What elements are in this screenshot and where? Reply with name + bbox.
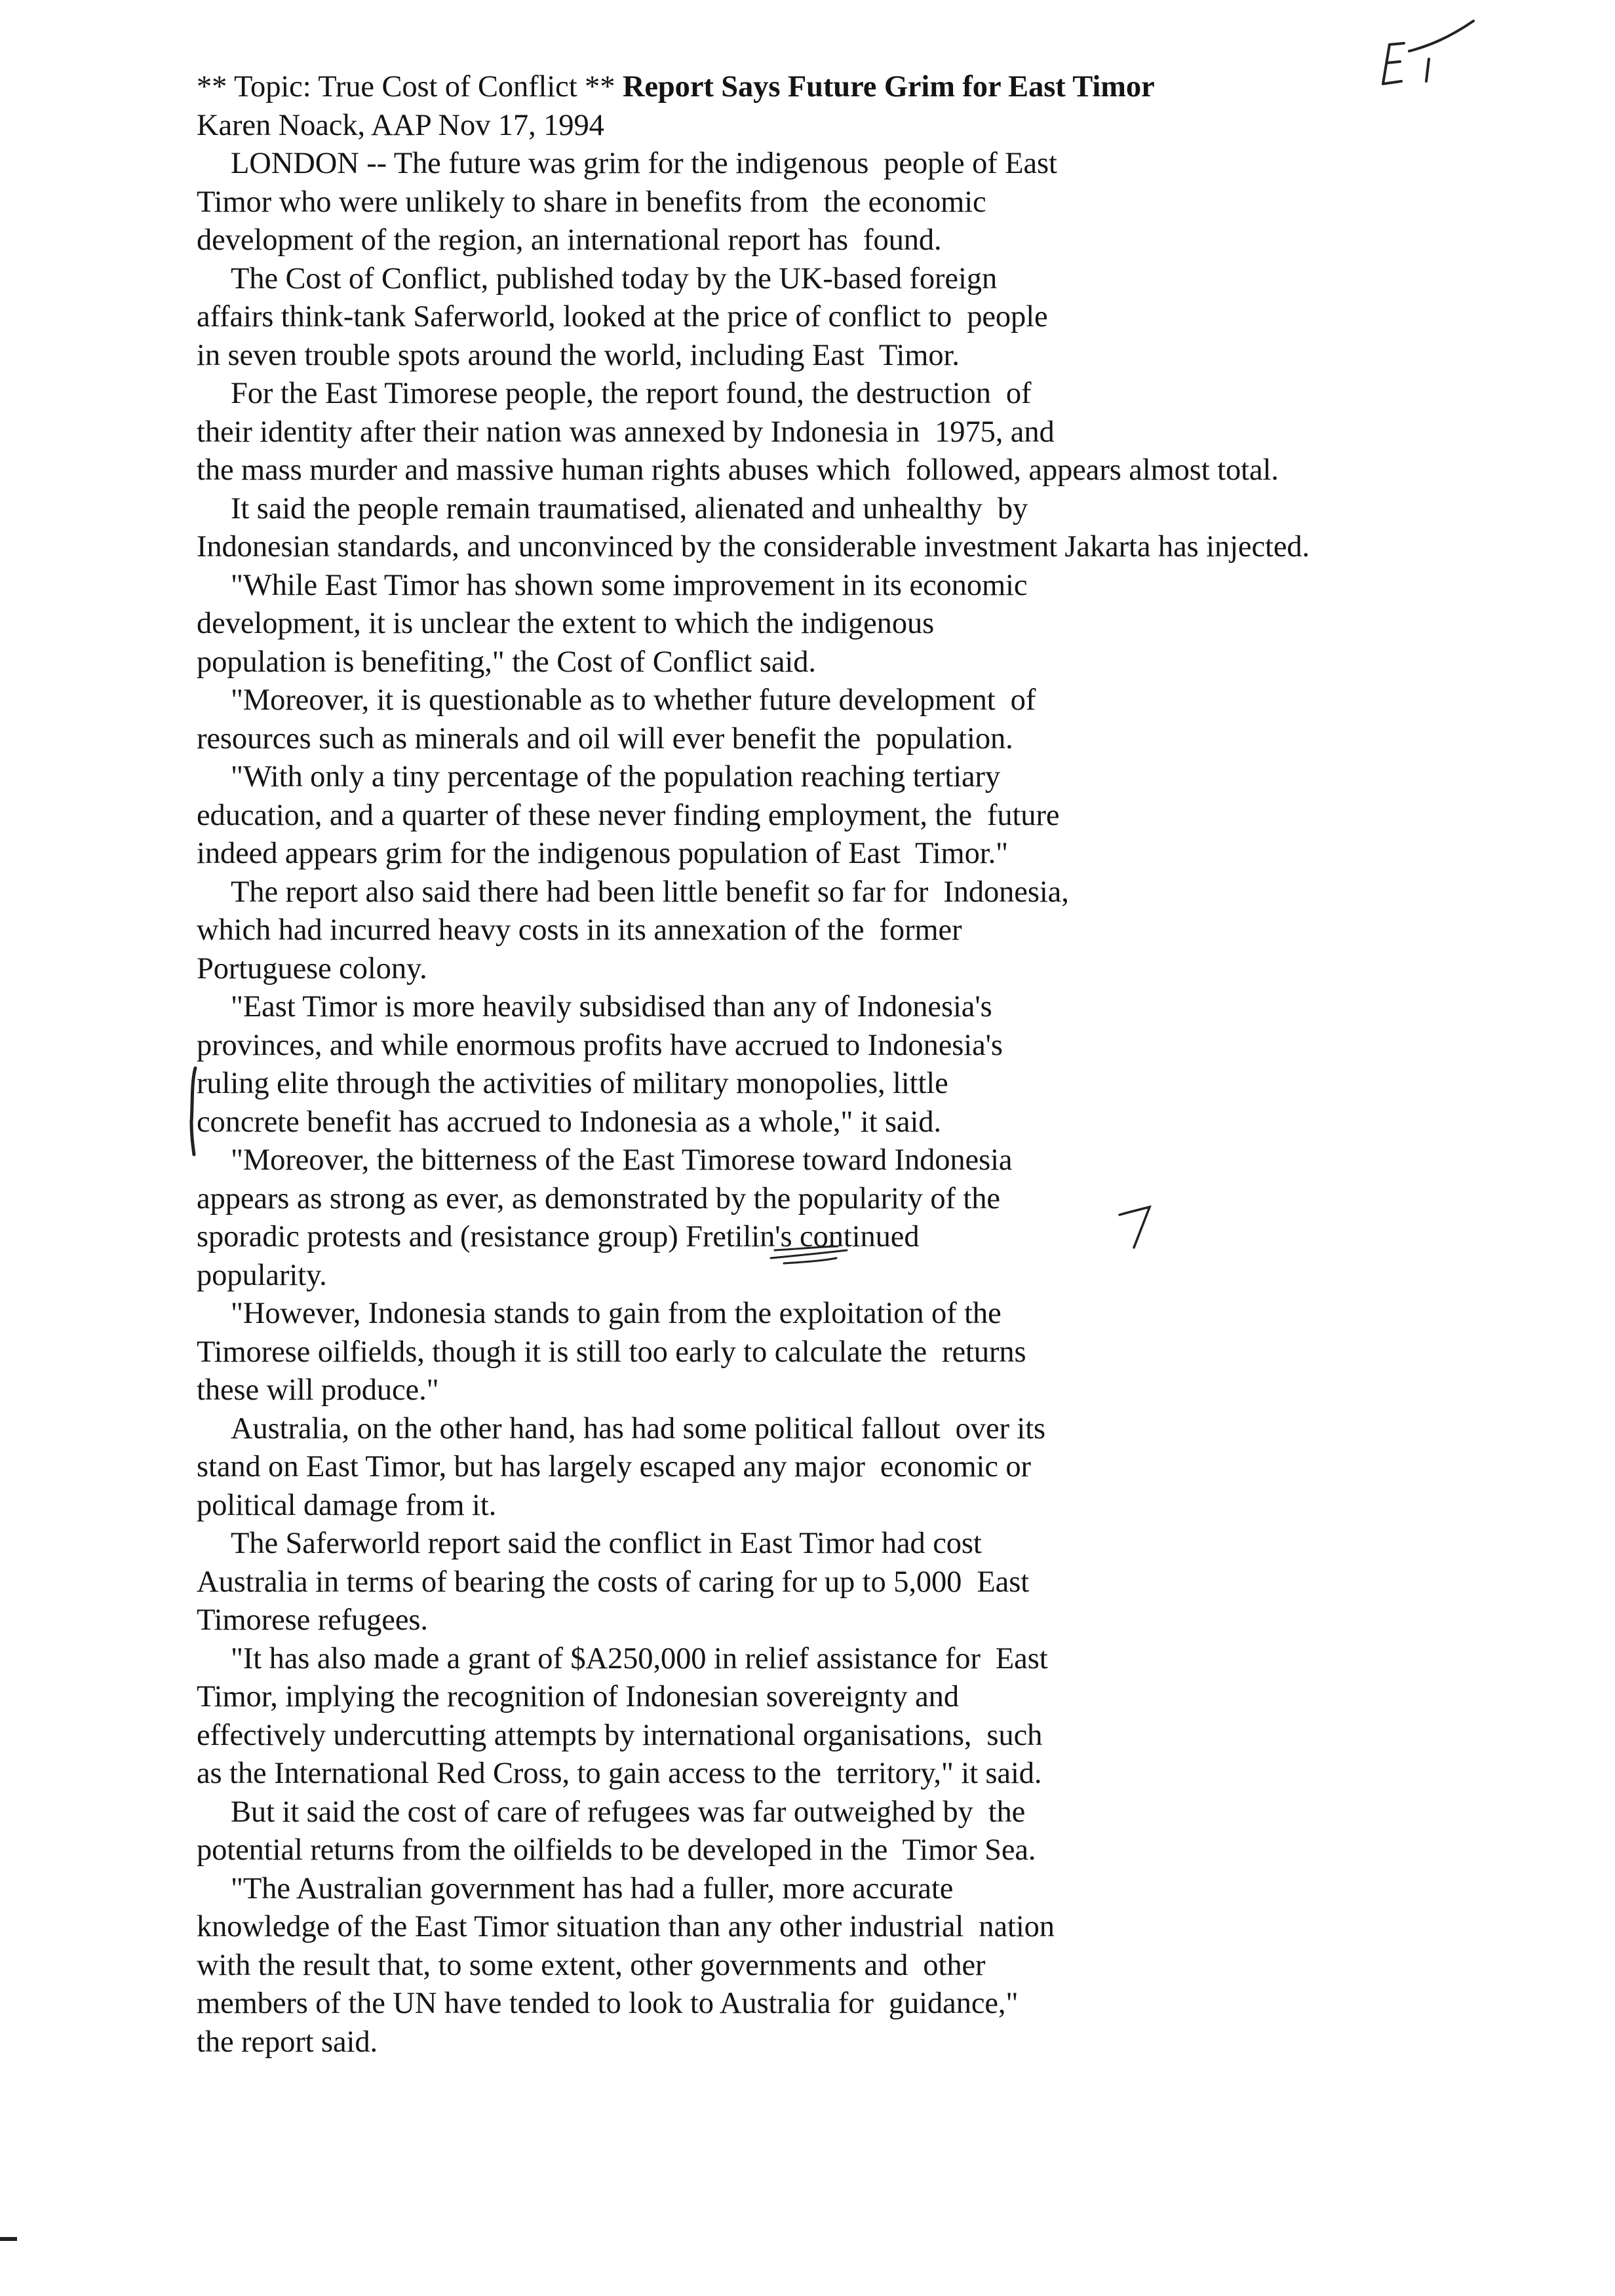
article-line: with the result that, to some extent, other governments and other [197, 1948, 986, 1982]
article-line: these will produce." [197, 1373, 439, 1407]
article-line: Portuguese colony. [197, 951, 427, 985]
article-line: their identity after their nation was annexed by Indonesia in 1975, and [197, 415, 1055, 449]
article-line: "Moreover, the bitterness of the East Timorese toward Indonesia [231, 1143, 1013, 1177]
article-line: education, and a quarter of these never finding employment, the future [197, 798, 1060, 832]
article-line: Timorese oilfields, though it is still too early to calculate the returns [197, 1335, 1026, 1369]
article-line: affairs think-tank Saferworld, looked at the price of conflict to people [197, 300, 1048, 334]
article-line: the mass murder and massive human rights abuses which followed, appears almost total. [197, 453, 1279, 487]
article-line: provinces, and while enormous profits have accrued to Indonesia's [197, 1028, 1003, 1062]
article-line: political damage from it. [197, 1488, 497, 1522]
document-body [197, 68, 1468, 2061]
article-line: Timor, implying the recognition of Indonesian sovereignty and [197, 1680, 959, 1713]
article-line: in seven trouble spots around the world, including East Timor. [197, 338, 960, 372]
article-line: popularity. [197, 1258, 327, 1292]
article-line: "Moreover, it is questionable as to whether future development of [231, 683, 1036, 717]
topic-label: ** Topic: True Cost of Conflict ** [197, 70, 615, 104]
article-line: The Saferworld report said the conflict in East Timor had cost [231, 1527, 982, 1560]
article-line: concrete benefit has accrued to Indonesia as a whole," it said. [197, 1105, 941, 1139]
article-line: "However, Indonesia stands to gain from the exploitation of the [231, 1297, 1002, 1330]
article-line: The report also said there had been little benefit so far for Indonesia, [231, 875, 1069, 909]
article-line: "With only a tiny percentage of the population reaching tertiary [231, 760, 1001, 794]
page-edge-mark [0, 2234, 20, 2244]
article-line: development, it is unclear the extent to which the indigenous [197, 607, 935, 640]
article-line: "It has also made a grant of $A250,000 in relief assistance for East [231, 1641, 1048, 1675]
article-line: members of the UN have tended to look to Australia for guidance," [197, 1987, 1019, 2020]
article-line: potential returns from the oilfields to be developed in the Timor Sea. [197, 1833, 1036, 1867]
article-line: But it said the cost of care of refugees was far outweighed by the [231, 1795, 1026, 1829]
article-line: Australia, on the other hand, has had some political fallout over its [231, 1411, 1046, 1445]
article-line: stand on East Timor, but has largely escaped any major economic or [197, 1450, 1031, 1483]
topic-headline-line [197, 68, 1468, 107]
article-line: as the International Red Cross, to gain access to the territory," it said. [197, 1757, 1042, 1790]
article-line: The Cost of Conflict, published today by the UK-based foreign [231, 261, 998, 296]
article-line: "The Australian government has had a fuller, more accurate [231, 1871, 954, 1905]
article-line: effectively undercutting attempts by international organisations, such [197, 1718, 1043, 1752]
article-line: Indonesian standards, and unconvinced by the considerable investment Jakarta has injected. [197, 530, 1310, 564]
article-line: For the East Timorese people, the report found, the destruction of [231, 377, 1032, 410]
article-line: population is benefiting," the Cost of Conflict said. [197, 645, 816, 679]
article-line: Australia in terms of bearing the costs of caring for up to 5,000 East [197, 1565, 1030, 1599]
article-line: knowledge of the East Timor situation than any other industrial nation [197, 1910, 1055, 1943]
article-line: Timorese refugees. [197, 1603, 428, 1637]
article-line: ruling elite through the activities of military monopolies, little [197, 1067, 948, 1100]
article-line: resources such as minerals and oil will ever benefit the population. [197, 721, 1013, 756]
article-line: Karen Noack, AAP Nov 17, 1994 [197, 108, 604, 142]
article-line: sporadic protests and (resistance group) Fretilin's continued [197, 1220, 920, 1253]
article-line: It said the people remain traumatised, alienated and unhealthy by [231, 491, 1028, 526]
article-line: Timor who were unlikely to share in benefits from the economic [197, 185, 986, 219]
article-line: indeed appears grim for the indigenous population of East Timor." [197, 837, 1009, 870]
article-line: "While East Timor has shown some improvement in its economic [231, 568, 1028, 602]
article-line: the report said. [197, 2025, 378, 2059]
article-line: LONDON -- The future was grim for the indigenous people of East [231, 147, 1057, 180]
article-line: "East Timor is more heavily subsidised than any of Indonesia's [231, 990, 992, 1024]
article-line: which had incurred heavy costs in its annexation of the former [197, 913, 962, 947]
article-text [197, 107, 1468, 2062]
article-headline: Report Says Future Grim for East Timor [622, 70, 1155, 104]
article-line: appears as strong as ever, as demonstrated by the popularity of the [197, 1181, 1000, 1215]
article-line: development of the region, an international report has found. [197, 223, 942, 257]
